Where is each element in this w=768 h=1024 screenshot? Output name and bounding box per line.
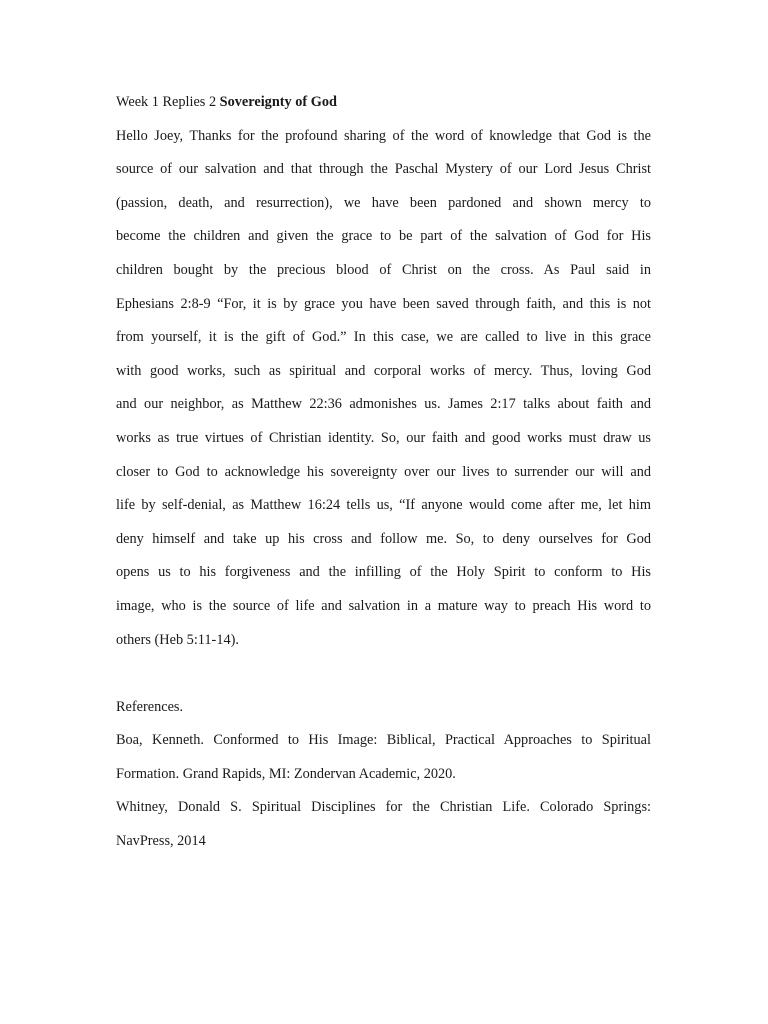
body-line: (passion, death, and resurrection), we have been pardoned and shown mercy to <box>116 194 651 211</box>
body-line: Hello Joey, Thanks for the profound sharing of the word of knowledge that God is the <box>116 127 651 144</box>
document-page <box>116 86 651 859</box>
reference-entry <box>116 724 651 791</box>
body-line: Ephesians 2:8-9 “For, it is by grace you have been saved through faith, and this is not <box>116 295 651 312</box>
section-spacer <box>116 657 651 691</box>
heading-prefix: Week 1 Replies 2 <box>116 94 217 110</box>
document-heading <box>116 86 651 120</box>
body-line: works as true virtues of Christian identity. So, our faith and good works must draw us <box>116 429 651 446</box>
reference-line: Boa, Kenneth. Conformed to His Image: Biblical, Practical Approaches to Spiritual <box>116 732 651 749</box>
body-line: life by self-denial, as Matthew 16:24 tells us, “If anyone would come after me, let him <box>116 497 651 514</box>
body-line: deny himself and take up his cross and follow me. So, to deny ourselves for God <box>116 530 651 547</box>
body-line: opens us to his forgiveness and the infilling of the Holy Spirit to conform to His <box>116 564 651 581</box>
body-line: children bought by the precious blood of Christ on the cross. As Paul said in <box>116 261 651 278</box>
references-section <box>116 691 651 859</box>
body-line: image, who is the source of life and salvation in a mature way to preach His word to <box>116 597 651 614</box>
body-line: closer to God to acknowledge his sovereignty over our lives to surrender our will and <box>116 463 651 480</box>
body-line-last: others (Heb 5:11-14). <box>116 631 239 648</box>
body-paragraph <box>116 120 651 658</box>
references-title: References. <box>116 698 184 715</box>
reference-line: Formation. Grand Rapids, MI: Zondervan Academic, 2020. <box>116 765 456 782</box>
reference-entry <box>116 791 651 858</box>
body-line: with good works, such as spiritual and corporal works of mercy. Thus, loving God <box>116 362 651 379</box>
body-line: from yourself, it is the gift of God.” In this case, we are called to live in this grace <box>116 329 651 346</box>
body-line: and our neighbor, as Matthew 22:36 admonishes us. James 2:17 talks about faith and <box>116 396 651 413</box>
heading-title: Sovereignty of God <box>219 94 337 110</box>
reference-line: NavPress, 2014 <box>116 833 206 850</box>
body-line: become the children and given the grace to be part of the salvation of God for His <box>116 228 651 245</box>
body-line: source of our salvation and that through the Paschal Mystery of our Lord Jesus Christ <box>116 161 651 178</box>
reference-line: Whitney, Donald S. Spiritual Disciplines for the Christian Life. Colorado Springs: <box>116 799 651 816</box>
